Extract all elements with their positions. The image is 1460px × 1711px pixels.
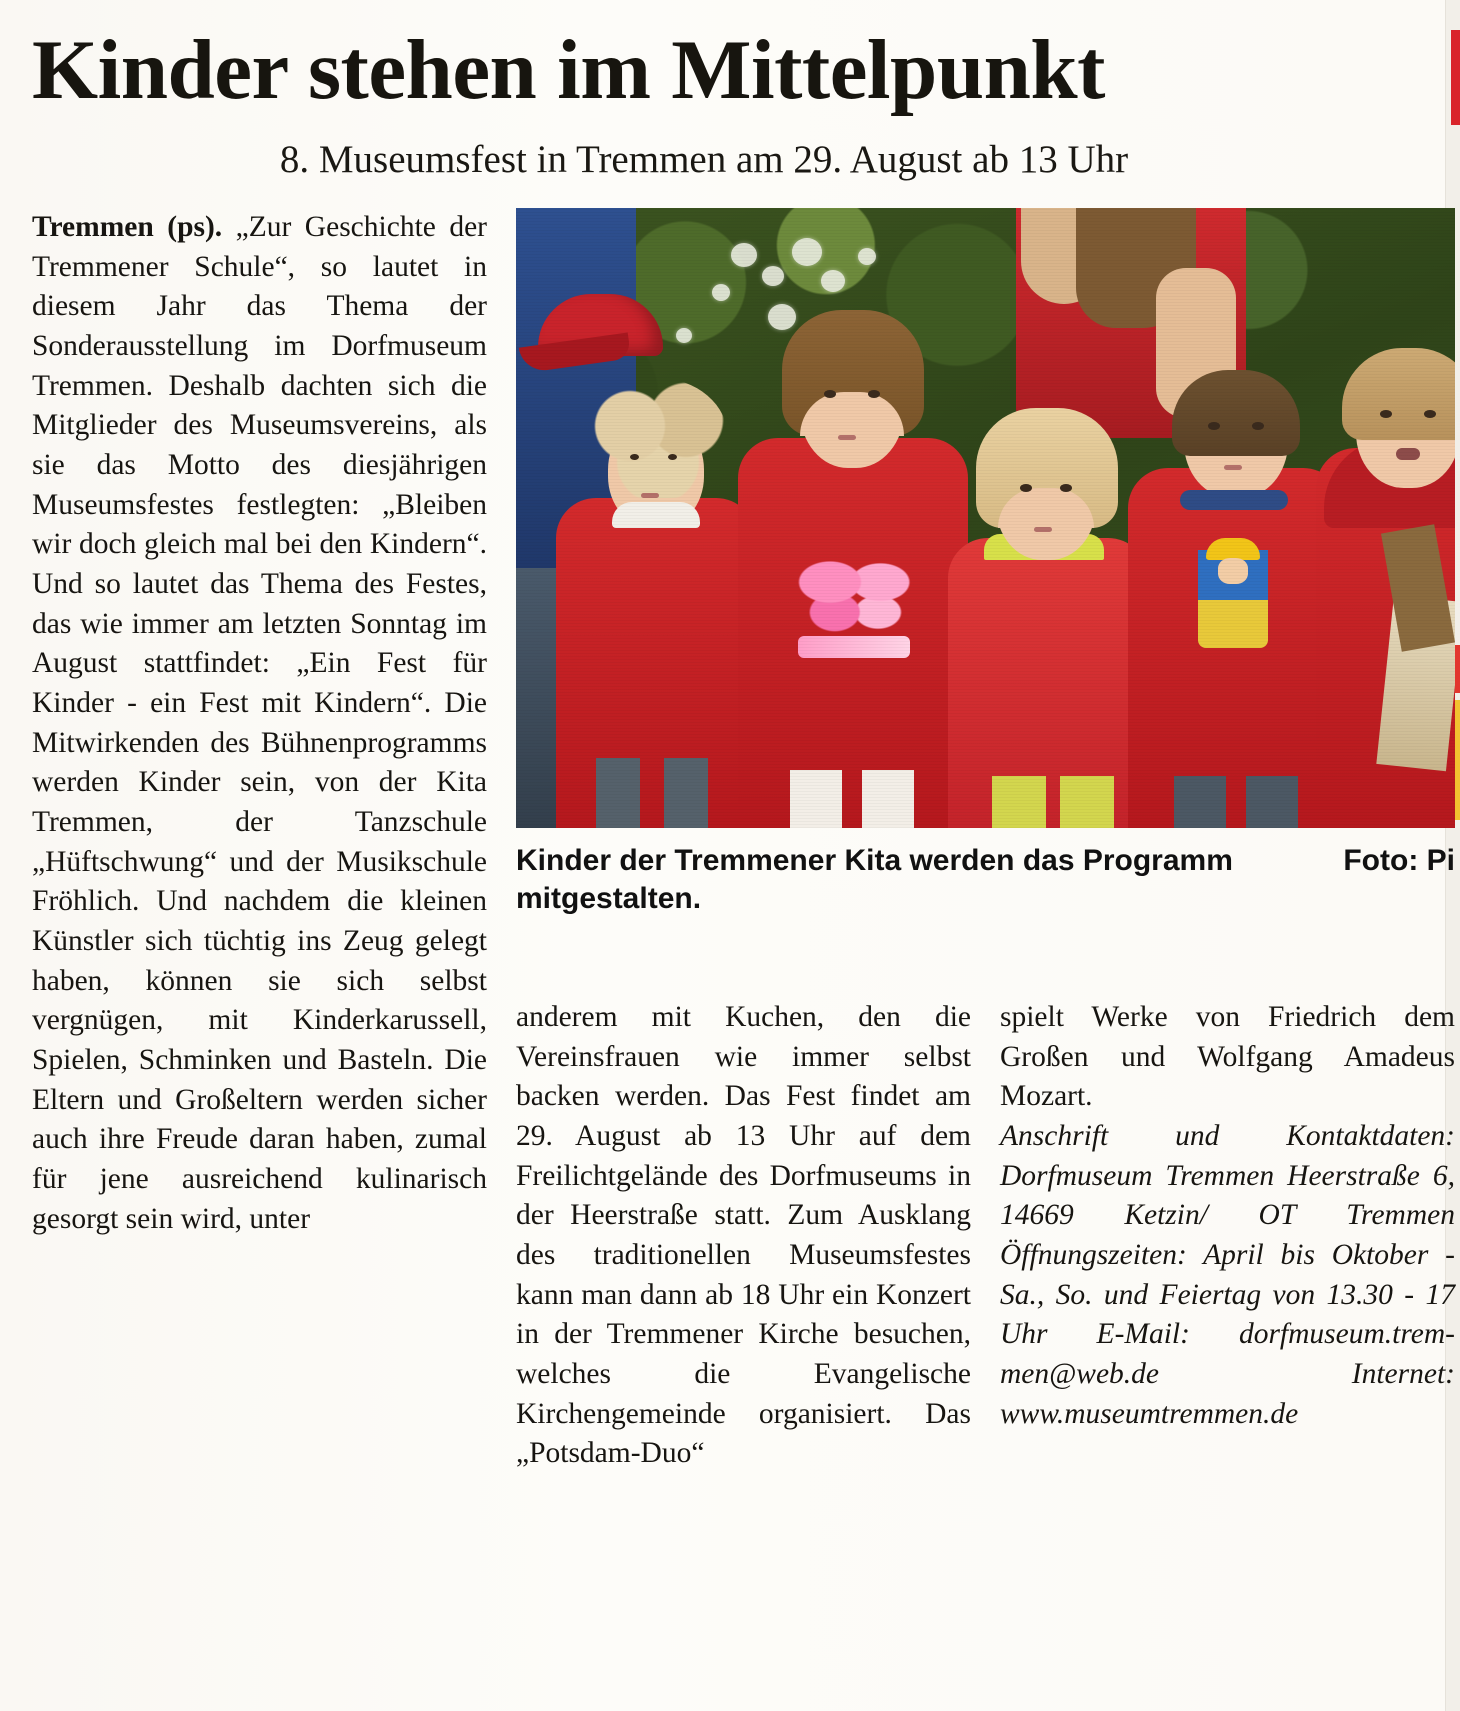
photo-caption-text: Kinder der Tremmener Kita werden das Programm mitgestalten.	[516, 843, 1233, 916]
article-body-2: anderem mit Kuchen, den die Vereinsfrauen wie immer selbst backen werden. Das Fest findet am 29. August ab 13 Uhr auf dem Freilichtgelände des Dorfmuseums in der Heerstraße statt. Zum Ausklang des traditionellen Museumsfestes kann man dann ab 18 Uhr ein Konzert in der Tremmener Kirche besuchen, welches die Evangelische Kirchengemeinde organisiert. Das „Potsdam-Duo“	[516, 1000, 971, 1470]
article-content	[24, 0, 1455, 1470]
article-body-3: spielt Werke von Friedrich dem Großen und Wolfgang Amadeus Mozart.	[1000, 1000, 1455, 1113]
page-title: Kinder stehen im Mittelpunkt	[32, 23, 1105, 117]
article-column-3	[1000, 998, 1455, 1434]
edge-mark-red-top	[1451, 30, 1460, 125]
article-body-1	[32, 208, 487, 1239]
photo-child-1	[556, 358, 756, 828]
photo-child-3	[948, 398, 1148, 828]
contact-block: Anschrift und Kontaktdaten: Dorfmuseum Tremmen Heerstraße 6, 14669 Ketzin/ OT Tremmen Öffnungszeiten: April bis Oktober - Sa., So. und Feiertag von 13.30 - 17 Uhr E-Mail: dorfmuseum.tremmen@web.de Internet: www.museumtremmen.de	[1000, 1119, 1455, 1430]
article-column-1	[32, 208, 487, 1239]
photo-block	[516, 208, 1455, 919]
photo-caption	[516, 842, 1455, 919]
photo-credit: Foto: Pi	[1343, 843, 1455, 877]
photo-child-4	[1128, 328, 1343, 828]
article-column-2	[516, 998, 971, 1474]
dateline: Tremmen (ps).	[32, 210, 223, 243]
article-body-1-text: „Zur Geschichte der Tremmener Schule“, so lautet in diesem Jahr das Thema der Sonderausstellung im Dorfmuseum Tremmen. Deshalb dachten sich die Mitglieder des Museumsvereins, als sie das Motto des diesjährigen Museumsfestes festlegten: „Bleiben wir doch gleich mal bei den Kindern“. Und so lautet das Thema des Festes, das wie immer am letzten Sonntag im August stattfindet: „Ein Fest für Kinder - ein Fest mit Kindern“. Die Mitwirkenden des Bühnenprogramms werden Kinder sein, von der Kita Tremmen, der Tanzschule „Hüftschwung“ und der Musikschule Fröhlich. Und nachdem die kleinen Künstler sich tüchtig ins Zeug gelegt haben, können sie sich selbst vergnügen, mit Kinderkarussell, Spielen, Schminken und Basteln. Die Eltern und Großeltern werden sicher auch ihre Freude daran haben, zumal für jene ausreichend kulinarisch gesorgt sein wird, unter	[32, 210, 487, 1235]
subheadline: 8. Museumsfest in Tremmen am 29. August ab 13 Uhr	[279, 138, 1129, 181]
photo-child-2	[738, 288, 968, 828]
article-photo	[516, 208, 1455, 828]
